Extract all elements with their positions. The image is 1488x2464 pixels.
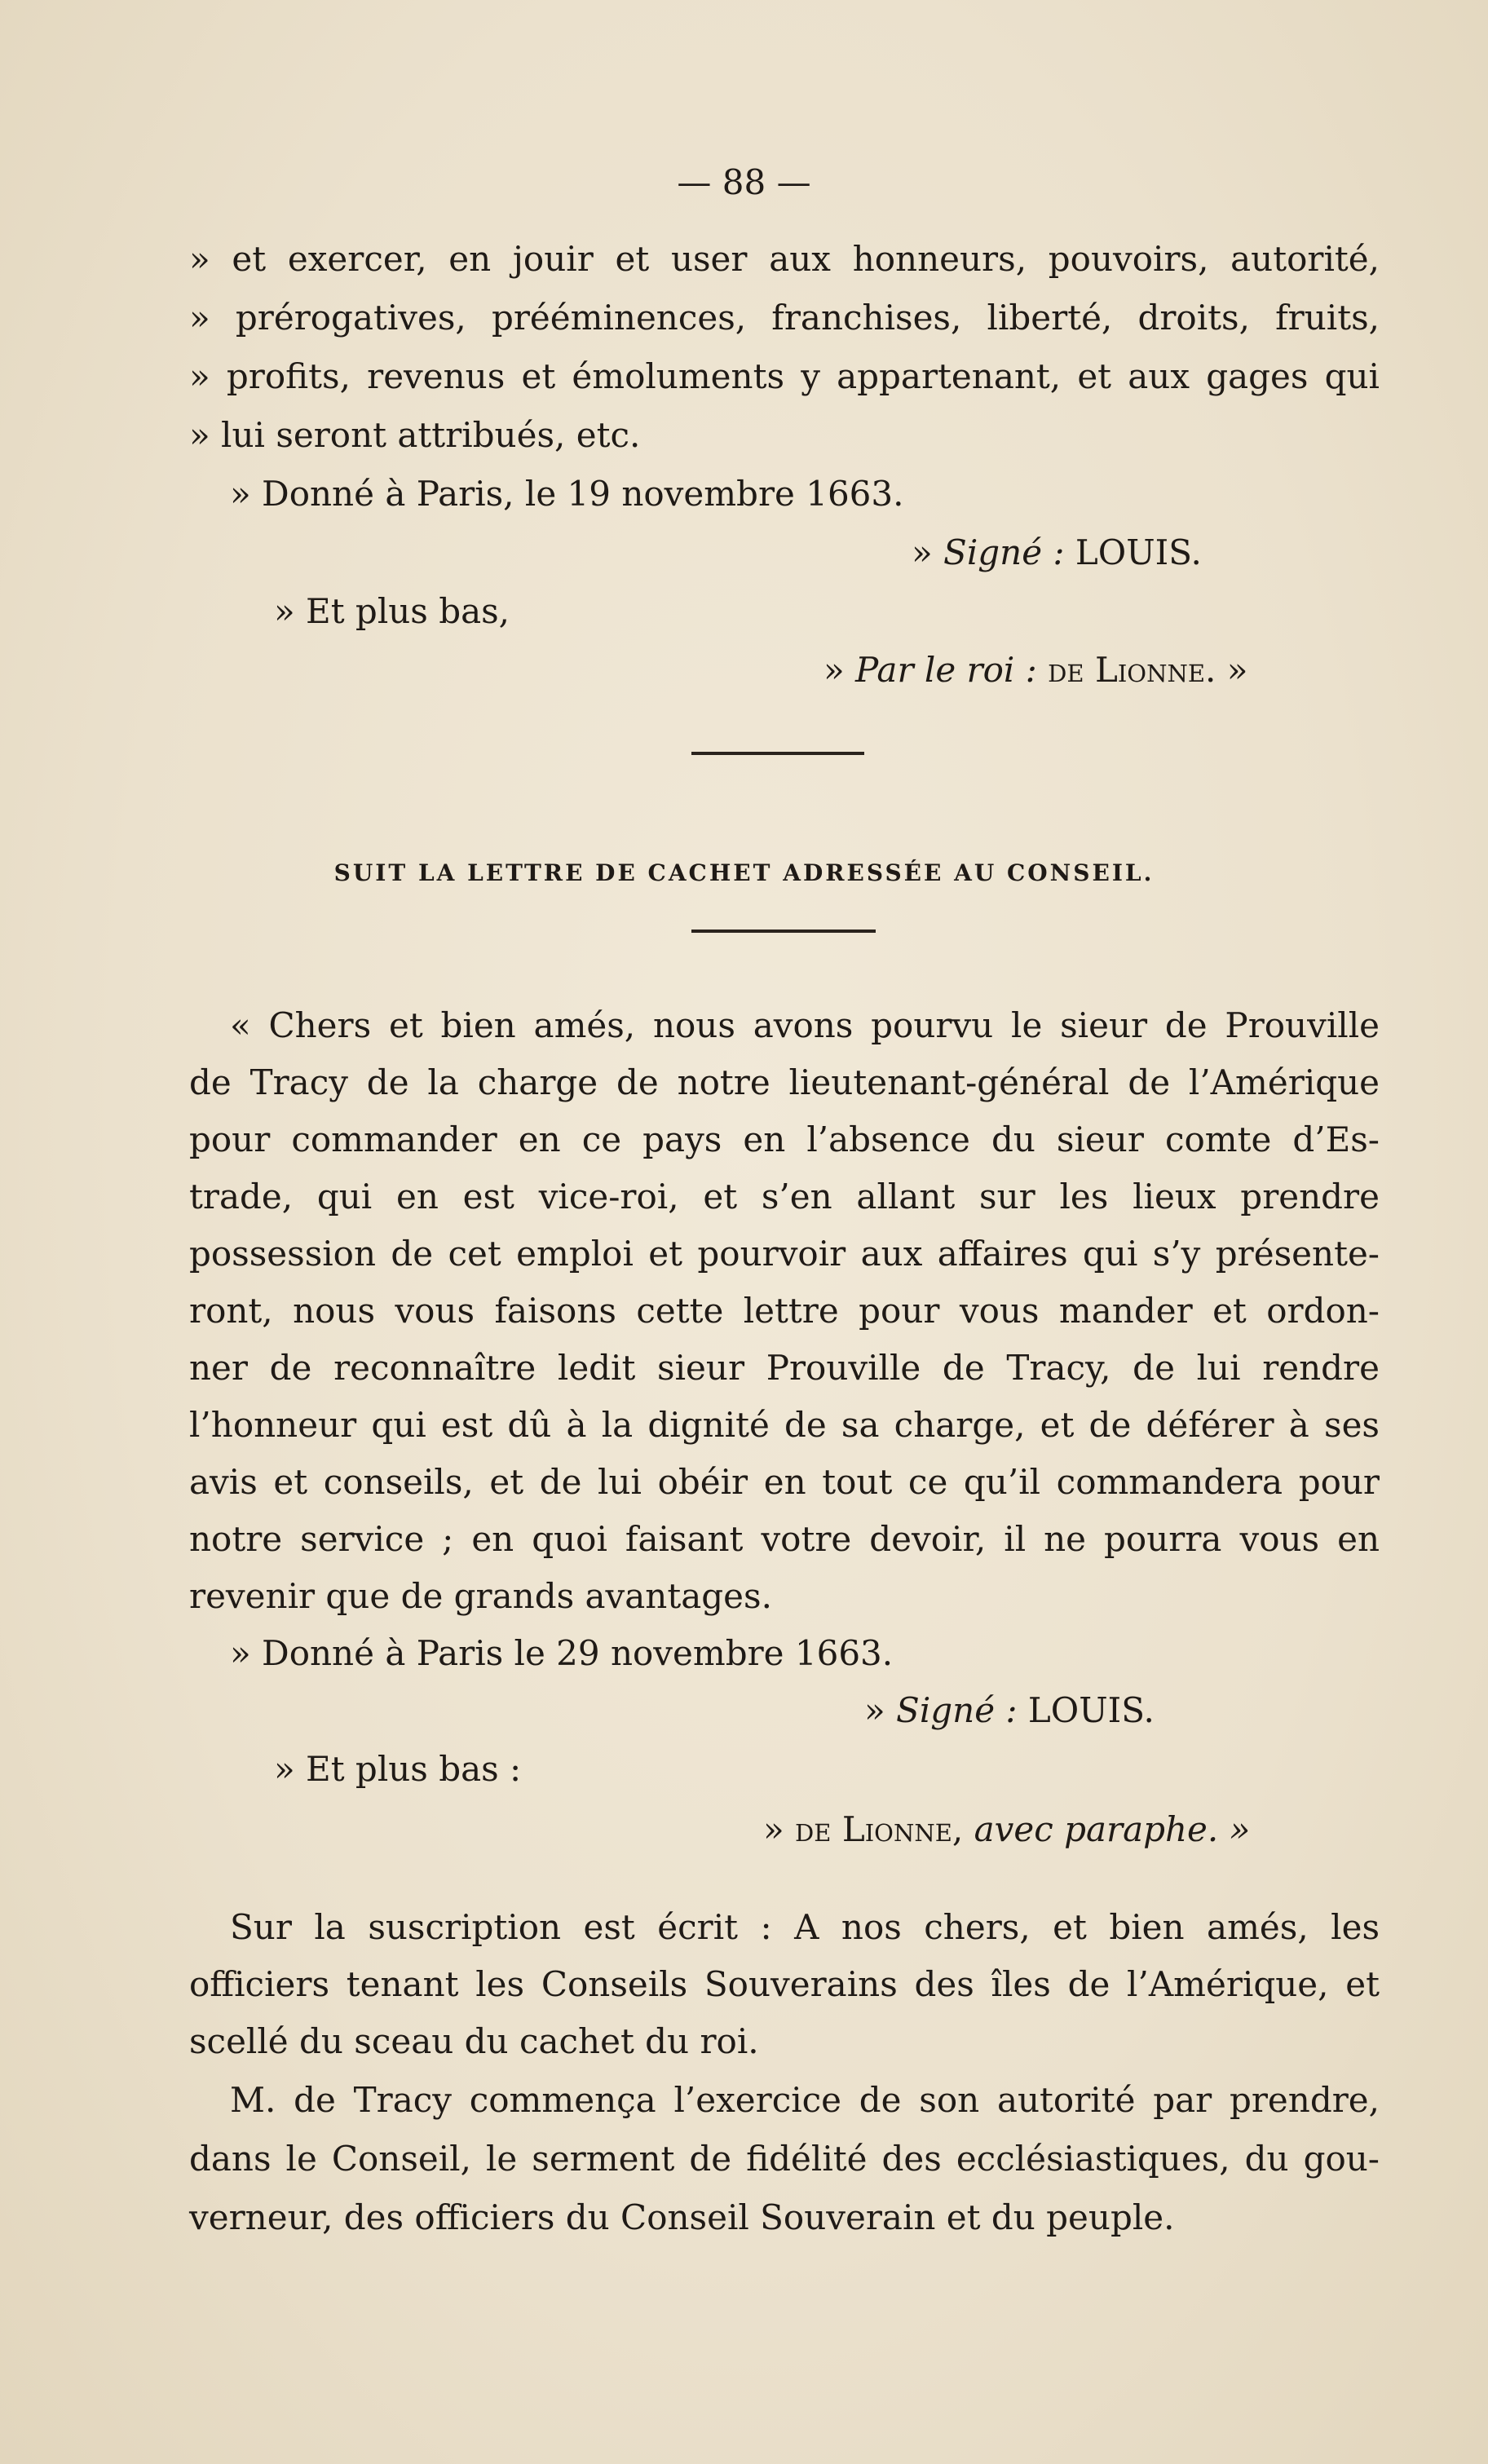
page-number: — 88 — <box>677 162 811 202</box>
text-line: verneur, des officiers du Conseil Souverain et du peuple. <box>189 2197 1175 2237</box>
lionne-name: Lionne, <box>841 1809 974 1849</box>
text-line: « Chers et bien amés, nous avons pourvu le sieur de Prouville <box>230 1005 1380 1045</box>
text-line: pour commander en ce pays en l’absence du sieur comte d’Es- <box>189 1119 1380 1159</box>
lionne-paraphe-line <box>763 1805 1250 1854</box>
de-particle: de <box>1036 650 1095 690</box>
par-le-roi-label: Par le roi : <box>855 650 1037 690</box>
text-line: M. de Tracy commença l’exercice de son autorité par prendre, <box>230 2080 1380 2120</box>
text-line: » profits, revenus et émoluments y appartenant, et aux gages qui <box>189 356 1380 396</box>
text-line: revenir que de grands avantages. <box>189 1576 772 1616</box>
dated-line-1: » Donné à Paris, le 19 novembre 1663. <box>230 474 904 514</box>
signe-label: Signé : <box>896 1690 1018 1730</box>
text-line: » et exercer, en jouir et user aux honneurs, pouvoirs, autorité, <box>189 239 1380 279</box>
text-line: scellé du sceau du cachet du roi. <box>189 2021 759 2061</box>
signer-name: LOUIS. <box>1064 532 1202 572</box>
text-line: possession de cet emploi et pourvoir aux affaires qui s’y présente- <box>189 1234 1380 1274</box>
par-prefix: » <box>823 650 856 690</box>
text-line: » lui seront attribués, etc. <box>189 415 641 455</box>
lionne-name: Lionne. » <box>1094 650 1248 690</box>
plus-bas-line-1: » Et plus bas, <box>274 591 510 631</box>
dated-line-2: » Donné à Paris le 29 novembre 1663. <box>230 1633 894 1673</box>
text-line: ront, nous vous faisons cette lettre pour vous mander et ordon- <box>189 1291 1380 1331</box>
text-line: notre service ; en quoi faisant votre devoir, il ne pourra vous en <box>189 1519 1380 1559</box>
sig-prefix: » <box>864 1690 897 1730</box>
text-line: de Tracy de la charge de notre lieutenant-général de l’Amérique <box>189 1062 1380 1102</box>
signature-line-2 <box>864 1686 1155 1735</box>
text-line: avis et conseils, et de lui obéir en tout ce qu’il commandera pour <box>189 1462 1380 1502</box>
signature-line-1 <box>912 528 1202 577</box>
section-heading: SUIT LA LETTRE DE CACHET ADRESSÉE AU CONSEIL. <box>333 859 1155 886</box>
divider-rule-top <box>691 752 864 755</box>
de-particle: » de <box>763 1809 842 1849</box>
par-le-roi-line <box>823 646 1247 695</box>
text-line: officiers tenant les Conseils Souverains des îles de l’Amérique, et <box>189 1964 1380 2004</box>
signer-name: LOUIS. <box>1017 1690 1155 1730</box>
text-line: Sur la suscription est écrit : A nos chers, et bien amés, les <box>230 1907 1380 1947</box>
text-line: trade, qui en est vice-roi, et s’en allant sur les lieux prendre <box>189 1177 1380 1217</box>
plus-bas-line-2: » Et plus bas : <box>274 1749 522 1789</box>
text-line: ner de reconnaître ledit sieur Prouville de Tracy, de lui rendre <box>189 1348 1380 1388</box>
sig-prefix: » <box>912 532 944 572</box>
divider-rule-bottom <box>691 930 876 933</box>
text-line: » prérogatives, prééminences, franchises, liberté, droits, fruits, <box>189 298 1380 338</box>
signe-label: Signé : <box>943 532 1065 572</box>
text-line: l’honneur qui est dû à la dignité de sa charge, et de déférer à ses <box>189 1405 1380 1445</box>
text-line: dans le Conseil, le serment de fidélité des ecclésiastiques, du gou- <box>189 2139 1380 2179</box>
paraphe-note: avec paraphe. » <box>974 1809 1251 1849</box>
